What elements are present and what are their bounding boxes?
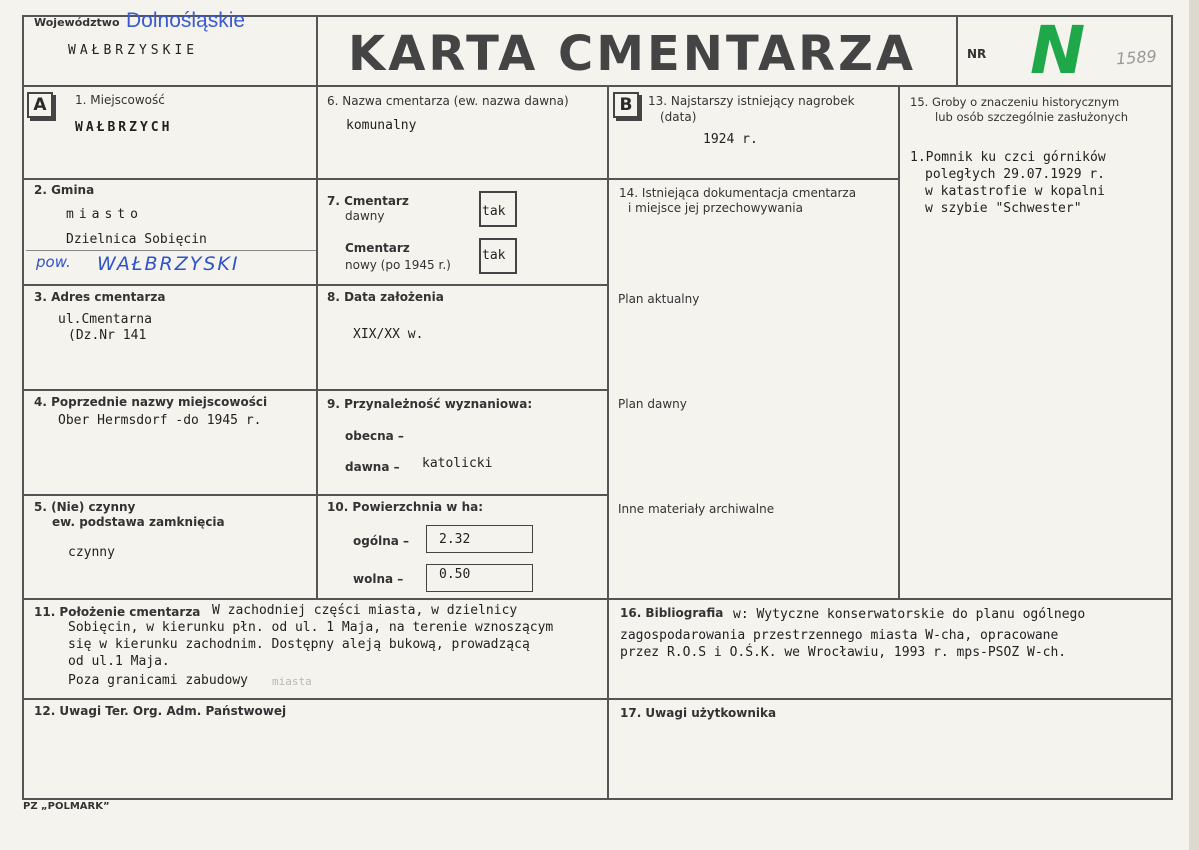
field-15-label-2: lub osób szczególnie zasłużonych <box>935 110 1129 124</box>
field-10-wolna-label: wolna – <box>353 572 404 586</box>
field-9-label: 9. Przynależność wyznaniowa: <box>327 397 533 411</box>
field-12-label: 12. Uwagi Ter. Org. Adm. Państwowej <box>34 704 287 718</box>
printer-imprint: PZ „POLMARK” <box>23 801 110 812</box>
field-11-line-3: się w kierunku zachodnim. Dostępny aleją bukową, prowadzącą <box>68 637 530 652</box>
field-7-label: 7. Cmentarz <box>327 194 409 208</box>
field-7-nowy-value: tak <box>482 248 506 263</box>
field-17-label: 17. Uwagi użytkownika <box>620 706 777 720</box>
field-14-inne: Inne materiały archiwalne <box>618 502 775 516</box>
field-14-plan-dawny: Plan dawny <box>618 397 687 411</box>
field-2-pow-label: pow. <box>36 253 71 271</box>
field-15-line-4: w szybie "Schwester" <box>925 201 1082 216</box>
card-right-edge <box>1189 0 1199 850</box>
field-3-label: 3. Adres cmentarza <box>34 290 166 304</box>
field-3-value-1: ul.Cmentarna <box>58 312 152 327</box>
field-5-label-2: ew. podstawa zamknięcia <box>52 515 225 529</box>
field-11-label: 11. Położenie cmentarza <box>34 605 201 619</box>
field-14-label-2: i miejsce jej przechowywania <box>628 201 803 215</box>
field-1-value: WAŁBRZYCH <box>75 120 173 135</box>
field-15-label-1: 15. Groby o znaczeniu historycznym <box>910 95 1120 109</box>
field-15-line-1: 1.Pomnik ku czci górników <box>910 150 1106 165</box>
field-9-dawna-value: katolicki <box>422 456 493 471</box>
field-7-dawny-value: tak <box>482 204 506 219</box>
nr-pencil-number: 1589 <box>1115 46 1158 69</box>
nr-label: NR <box>967 47 987 61</box>
field-10-ogolna-label: ogólna – <box>353 534 410 548</box>
field-4-label: 4. Poprzednie nazwy miejscowości <box>34 395 268 409</box>
field-7-dawny-label: dawny <box>345 209 385 223</box>
field-11-line-2: Sobięcin, w kierunku płn. od ul. 1 Maja, na terenie wznoszącym <box>68 620 554 635</box>
field-6-label: 6. Nazwa cmentarza (ew. nazwa dawna) <box>327 94 569 108</box>
field-5-label-1: 5. (Nie) czynny <box>34 500 136 514</box>
field-1-label: 1. Miejscowość <box>75 93 165 107</box>
field-13-label-1: 13. Najstarszy istniejący nagrobek <box>648 94 855 108</box>
field-16-line-1: w: Wytyczne konserwatorskie do planu ogólnego <box>733 607 1086 622</box>
field-8-label: 8. Data założenia <box>327 290 444 304</box>
field-6-value: komunalny <box>346 118 417 133</box>
nr-green-mark: N <box>1030 12 1086 89</box>
field-14-cell <box>609 180 900 600</box>
field-2-label: 2. Gmina <box>34 183 95 197</box>
card-title: KARTA CMENTARZA <box>348 26 917 82</box>
field-13-label-2: (data) <box>660 110 697 124</box>
voivodeship-stamp: Dolnośląskie <box>126 9 246 32</box>
field-3-value-2: (Dz.Nr 141 <box>68 328 147 343</box>
field-9-obecna-label: obecna – <box>345 429 404 443</box>
section-a-badge: A <box>27 92 53 118</box>
field-10-label: 10. Powierzchnia w ha: <box>327 500 484 514</box>
field-8-value: XIX/XX w. <box>353 327 424 342</box>
field-4-value: Ober Hermsdorf -do 1945 r. <box>58 413 262 428</box>
field-16-label: 16. Bibliografia <box>620 606 724 620</box>
field-15-line-3: w katastrofie w kopalni <box>925 184 1106 199</box>
field-10-ogolna-value: 2.32 <box>439 532 471 547</box>
field-2-pow-value: WAŁBRZYSKI <box>97 253 240 275</box>
field-11-line-6: miasta <box>272 675 312 688</box>
voivodeship-label: Województwo <box>34 16 120 29</box>
section-b-badge: B <box>613 92 639 118</box>
field-10-wolna-value: 0.50 <box>439 567 471 582</box>
field-7-nowy-label-2: nowy (po 1945 r.) <box>345 258 451 272</box>
field-16-line-2: zagospodarowania przestrzennego miasta W-cha, opracowane <box>620 628 1059 643</box>
field-2-divider <box>26 250 316 251</box>
field-2-value-2: Dzielnica Sobięcin <box>66 232 207 247</box>
field-11-line-1: W zachodniej części miasta, w dzielnicy <box>212 603 518 618</box>
field-7-nowy-label-1: Cmentarz <box>345 241 410 255</box>
field-2-value-1: miasto <box>66 207 143 222</box>
field-11-line-4: od ul.1 Maja. <box>68 654 170 669</box>
field-9-dawna-label: dawna – <box>345 460 400 474</box>
field-14-label-1: 14. Istniejąca dokumentacja cmentarza <box>619 186 857 200</box>
field-13-value: 1924 r. <box>703 132 758 147</box>
field-11-line-5: Poza granicami zabudowy <box>68 673 249 688</box>
field-15-line-2: poległych 29.07.1929 r. <box>925 167 1106 182</box>
field-14-plan-aktualny: Plan aktualny <box>618 292 700 306</box>
field-16-line-3: przez R.O.S i O.Ś.K. we Wrocławiu, 1993 r. mps-PSOZ W-ch. <box>620 645 1067 660</box>
voivodeship-typed: WAŁBRZYSKIE <box>68 43 199 58</box>
field-5-value: czynny <box>68 545 115 560</box>
